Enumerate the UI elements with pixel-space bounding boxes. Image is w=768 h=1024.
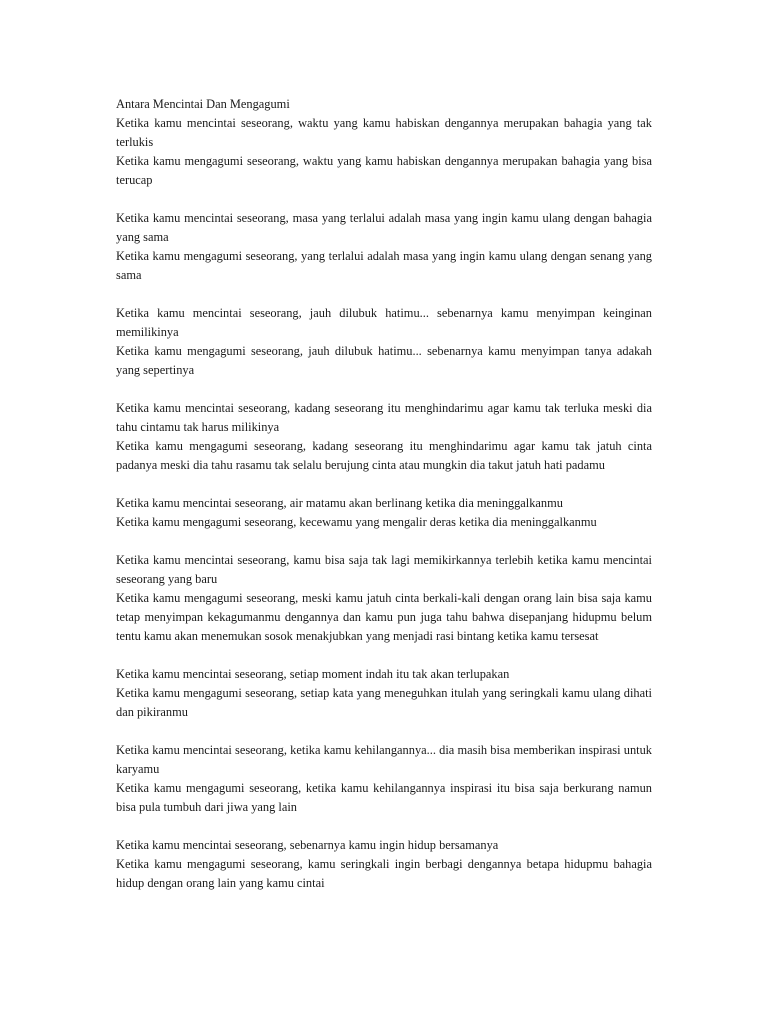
stanza-admire-line: Ketika kamu mengagumi seseorang, setiap kata yang meneguhkan itulah yang seringkali kamu ulang dihati dan pikiranmu xyxy=(116,686,652,719)
stanza-love-line: Ketika kamu mencintai seseorang, ketika kamu kehilangannya... dia masih bisa memberikan inspirasi untuk karyamu xyxy=(116,743,652,776)
stanza-love-line: Ketika kamu mencintai seseorang, sebenarnya kamu ingin hidup bersamanya xyxy=(116,838,499,852)
stanza-admire-line: Ketika kamu mengagumi seseorang, meski kamu jatuh cinta berkali-kali dengan orang lain bisa saja kamu tetap menyimpan kekagumanmu dengannya dan kamu pun juga tahu bahwa disepanjang hidupmu belum tentu kamu akan menemukan sosok menakjubkan yang menjadi rasi bintang ketika kamu tersesat xyxy=(116,591,652,643)
stanza-admire-line: Ketika kamu mengagumi seseorang, yang terlalui adalah masa yang ingin kamu ulang dengan senang yang sama xyxy=(116,249,652,282)
stanza-admire-line: Ketika kamu mengagumi seseorang, kamu seringkali ingin berbagi dengannya betapa hidupmu bahagia hidup dengan orang lain yang kamu cintai xyxy=(116,857,652,890)
stanza-admire-line: Ketika kamu mengagumi seseorang, kecewamu yang mengalir deras ketika dia meninggalkanmu xyxy=(116,515,597,529)
stanza-love-line: Ketika kamu mencintai seseorang, air matamu akan berlinang ketika dia meninggalkanmu xyxy=(116,496,563,510)
stanza-love-line: Ketika kamu mencintai seseorang, kamu bisa saja tak lagi memikirkannya terlebih ketika kamu mencintai seseorang yang baru xyxy=(116,553,652,586)
stanza xyxy=(116,665,652,722)
stanza-love-line: Ketika kamu mencintai seseorang, jauh dilubuk hatimu... sebenarnya kamu menyimpan keinginan memilikinya xyxy=(116,306,652,339)
stanza xyxy=(116,304,652,380)
document-title: Antara Mencintai Dan Mengagumi xyxy=(116,97,290,111)
stanza-love-line: Ketika kamu mencintai seseorang, setiap moment indah itu tak akan terlupakan xyxy=(116,667,510,681)
stanza-admire-line: Ketika kamu mengagumi seseorang, jauh dilubuk hatimu... sebenarnya kamu menyimpan tanya adakah yang sepertinya xyxy=(116,344,652,377)
stanza xyxy=(116,399,652,475)
stanza-admire-line: Ketika kamu mengagumi seseorang, waktu yang kamu habiskan dengannya merupakan bahagia yang bisa terucap xyxy=(116,154,652,187)
stanza-love-line: Ketika kamu mencintai seseorang, waktu yang kamu habiskan dengannya merupakan bahagia yang tak terlukis xyxy=(116,116,652,149)
stanza-admire-line: Ketika kamu mengagumi seseorang, kadang seseorang itu menghindarimu agar kamu tak jatuh cinta padanya meski dia tahu rasamu tak selalu berujung cinta atau mungkin dia takut jatuh hati padamu xyxy=(116,439,652,472)
stanza xyxy=(116,551,652,646)
stanza xyxy=(116,836,652,893)
stanza-love-line: Ketika kamu mencintai seseorang, kadang seseorang itu menghindarimu agar kamu tak terluka meski dia tahu cintamu tak harus milikinya xyxy=(116,401,652,434)
stanza xyxy=(116,209,652,285)
stanza xyxy=(116,494,652,532)
stanza xyxy=(116,114,652,190)
stanza-love-line: Ketika kamu mencintai seseorang, masa yang terlalui adalah masa yang ingin kamu ulang dengan bahagia yang sama xyxy=(116,211,652,244)
document-page xyxy=(116,95,652,893)
stanza-admire-line: Ketika kamu mengagumi seseorang, ketika kamu kehilangannya inspirasi itu bisa saja berkurang namun bisa pula tumbuh dari jiwa yang lain xyxy=(116,781,652,814)
stanza xyxy=(116,741,652,817)
